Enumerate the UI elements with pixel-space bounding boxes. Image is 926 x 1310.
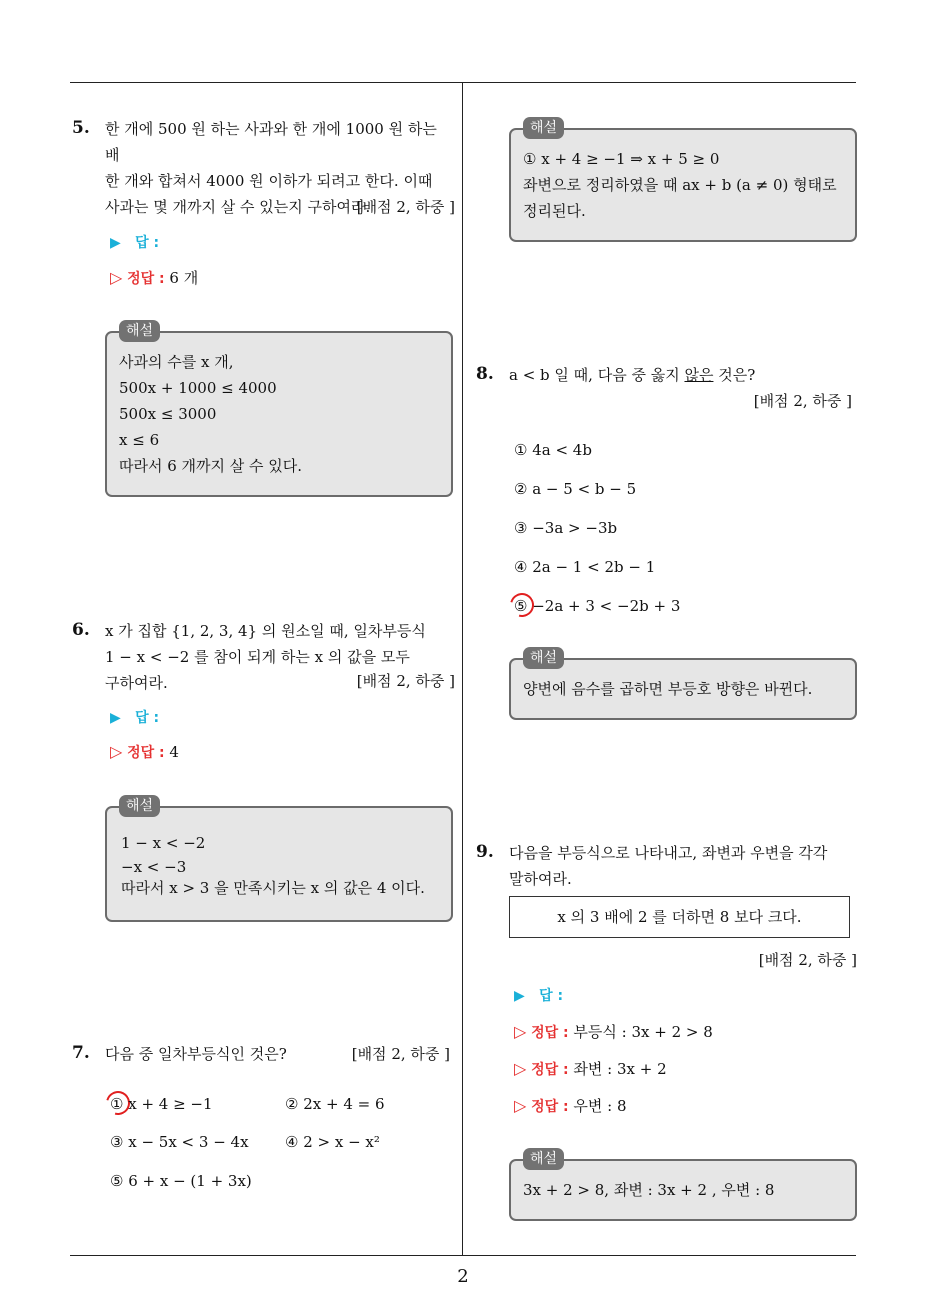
column-divider (462, 83, 463, 1255)
explain-tag: 해설 (523, 647, 564, 669)
q8-explain-box: 해설 양변에 음수를 곱하면 부등호 방향은 바뀐다. (509, 658, 857, 720)
q9-answer: ▶ 답 : (514, 988, 564, 1004)
q7-text: 다음 중 일차부등식인 것은? (105, 1045, 287, 1063)
q7-explain-box: 해설 ① x + 4 ≥ −1 ⇒ x + 5 ≥ 0 좌변으로 정리하였을 때 ax + b (a ≠ 0) 형태로 정리된다. (509, 128, 857, 242)
q9-explain-box: 해설 3x + 2 > 8, 좌변 : 3x + 2 , 우변 : 8 (509, 1159, 857, 1221)
q6-explain-box: 해설 1 − x < −2 −x < −3 따라서 x > 3 을 만족시키는 x 의 값은 4 이다. (105, 806, 453, 922)
q8-score: [배점 2, 하중 ] (753, 392, 852, 410)
q7-option-4: ④ 2 > x − x² (285, 1133, 380, 1151)
play-icon: ▶ (110, 710, 121, 726)
play-icon: ▶ (514, 988, 525, 1004)
triangle-outline-icon: ▷ (514, 1059, 527, 1078)
q7-score: [배점 2, 하중 ] (351, 1045, 450, 1063)
q8-text: a < b 일 때, 다음 중 옳지 않은 것은? (509, 366, 756, 384)
q7-option-2: ② 2x + 4 = 6 (285, 1095, 385, 1113)
q8-option-2: ② a − 5 < b − 5 (514, 480, 637, 498)
q5-score: [배점 2, 하중 ] (356, 198, 455, 216)
q5-explain-box: 해설 사과의 수를 x 개, 500x + 1000 ≤ 4000 500x ≤ 3000 x ≤ 6 따라서 6 개까지 살 수 있다. (105, 331, 453, 497)
explain-tag: 해설 (523, 1148, 564, 1170)
q9-number: 9. (476, 842, 494, 862)
q8-option-3: ③ −3a > −3b (514, 519, 618, 537)
q9-score: [배점 2, 하중 ] (758, 951, 857, 969)
q5-text: 한 개에 500 원 하는 사과와 한 개에 1000 원 하는 배 한 개와 합쳐서 4000 원 이하가 되려고 한다. 이때 사과는 몇 개까지 살 수 있는지 구하여라. (105, 120, 437, 216)
play-icon: ▶ (110, 235, 121, 251)
page-number: 2 (457, 1266, 469, 1287)
q9-correct-2: ▷ 정답 : 좌변 : 3x + 2 (514, 1059, 667, 1078)
q6-number: 6. (72, 620, 90, 640)
explain-tag: 해설 (523, 117, 564, 139)
q7-option-5: ⑤ 6 + x − (1 + 3x) (110, 1172, 252, 1190)
explain-tag: 해설 (119, 320, 160, 342)
explain-tag: 해설 (119, 795, 160, 817)
triangle-outline-icon: ▷ (514, 1096, 527, 1115)
q5-number: 5. (72, 118, 90, 138)
q6-score: [배점 2, 하중 ] (356, 672, 455, 690)
triangle-outline-icon: ▷ (514, 1022, 527, 1041)
q5-correct: ▷ 정답 : 6 개 (110, 268, 199, 287)
q9-statement-box: x 의 3 배에 2 를 더하면 8 보다 크다. (509, 896, 850, 938)
q7-option-1: ① x + 4 ≥ −1 (110, 1095, 213, 1113)
q7-option-3: ③ x − 5x < 3 − 4x (110, 1133, 249, 1151)
triangle-outline-icon: ▷ (110, 268, 123, 287)
q6-correct: ▷ 정답 : 4 (110, 742, 179, 761)
q8-option-1: ① 4a < 4b (514, 441, 592, 459)
q9-correct-3: ▷ 정답 : 우변 : 8 (514, 1096, 627, 1115)
top-rule (70, 82, 856, 83)
q8-number: 8. (476, 364, 494, 384)
q9-text: 다음을 부등식으로 나타내고, 좌변과 우변을 각각 말하여라. (509, 844, 828, 888)
bottom-rule (70, 1255, 856, 1256)
q8-option-4: ④ 2a − 1 < 2b − 1 (514, 558, 656, 576)
q6-answer: ▶ 답 : (110, 710, 160, 726)
q9-correct-1: ▷ 정답 : 부등식 : 3x + 2 > 8 (514, 1022, 713, 1041)
triangle-outline-icon: ▷ (110, 742, 123, 761)
q8-option-5: ⑤ −2a + 3 < −2b + 3 (514, 597, 681, 615)
q6-text: x 가 집합 {1, 2, 3, 4} 의 원소일 때, 일차부등식 1 − x < −2 를 참이 되게 하는 x 의 값을 모두 구하여라. (105, 622, 426, 692)
q5-answer: ▶ 답 : (110, 235, 160, 251)
q7-number: 7. (72, 1043, 90, 1063)
